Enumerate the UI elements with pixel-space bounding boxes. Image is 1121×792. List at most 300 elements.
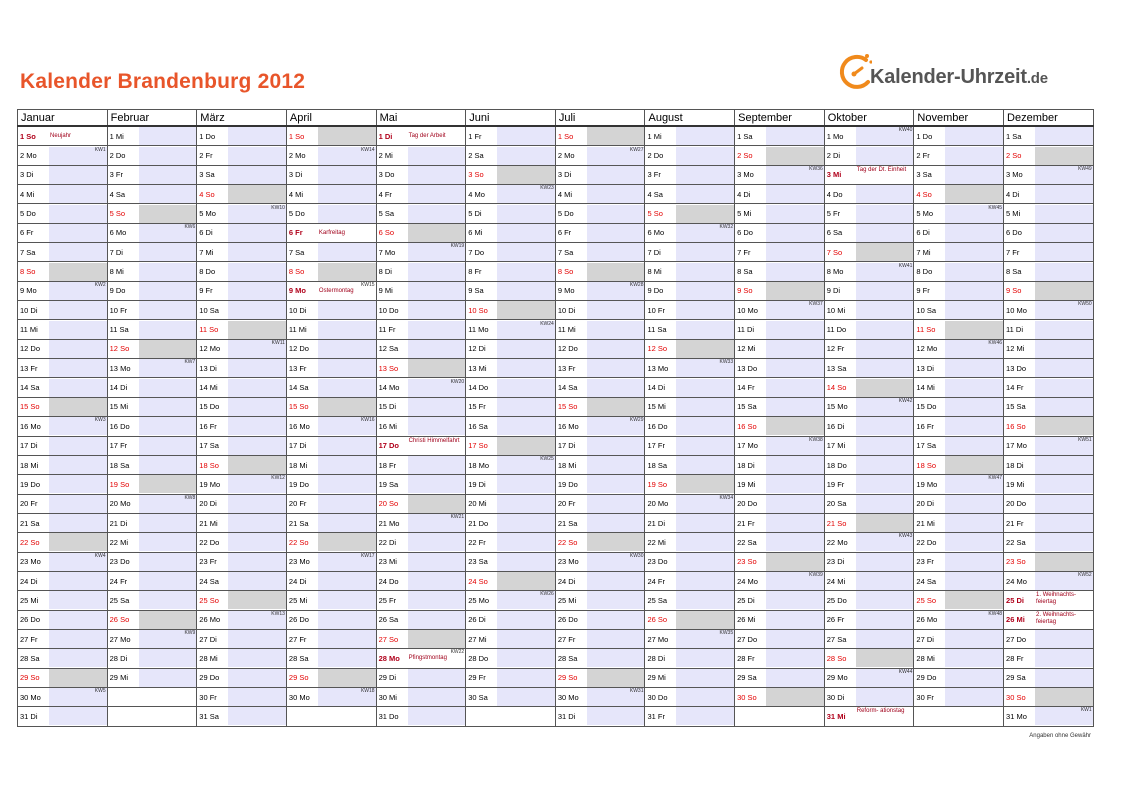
day-cell [376,533,466,552]
day-cell [645,339,735,358]
entry-area [1035,224,1093,242]
entry-area [945,437,1003,455]
entry-area [766,205,824,223]
day-cell [735,552,825,571]
day-label: 29 Do [916,673,937,683]
day-label: 26 Do [20,615,41,625]
day-label: 25 Mi [20,595,39,605]
entry-area [766,398,824,416]
day-label: 10 Fr [109,305,128,315]
entry-area [945,553,1003,571]
day-cell [466,359,556,378]
entry-area [766,495,824,513]
entry-area [587,398,645,416]
entry-area [408,456,466,474]
entry-area [408,359,466,377]
day-cell [18,339,108,358]
entry-area [318,398,376,416]
week-number: KW5 [94,688,106,695]
week-number: KW43 [898,533,913,540]
day-cell [555,262,645,281]
day-cell [555,571,645,590]
day-cell [555,126,645,146]
day-label: 13 Mo [109,363,131,373]
day-row [18,610,1094,629]
entry-area [676,224,734,242]
entry-area [856,340,914,358]
day-label: 20 Di [916,499,934,509]
entry-area [1035,533,1093,551]
day-row [18,281,1094,300]
entry-area [497,591,555,609]
week-number: KW44 [898,668,913,675]
day-cell [824,668,914,687]
day-label: 29 So [557,673,578,683]
day-cell [824,397,914,416]
day-row [18,513,1094,532]
day-label: 14 Mi [916,383,935,393]
day-cell [735,687,825,706]
day-cell [197,204,287,223]
day-cell [466,513,556,532]
day-cell [107,668,197,687]
day-cell [286,339,376,358]
day-label: 1 Sa [737,131,753,141]
day-cell [645,204,735,223]
entry-area [945,205,1003,223]
day-cell [1004,223,1094,242]
day-cell [197,243,287,262]
day-cell [466,185,556,204]
day-cell [18,475,108,494]
entry-area [766,669,824,687]
week-number: KW7 [184,359,196,366]
entry-area [676,649,734,667]
entry-area [408,475,466,493]
day-cell [735,262,825,281]
day-label: 4 Sa [647,189,663,199]
entry-area [497,553,555,571]
entry-area [139,282,197,300]
day-cell [1004,243,1094,262]
day-cell [466,320,556,339]
day-cell [18,455,108,474]
day-cell [914,339,1004,358]
week-number: KW15 [360,281,375,288]
day-label: 22 Fr [468,537,486,547]
day-cell [824,494,914,513]
day-label: 27 Fr [288,634,307,644]
day-cell [555,378,645,397]
week-number: KW50 [1078,301,1092,308]
day-label: 27 Mi [468,634,487,644]
site-logo[interactable] [836,50,1086,100]
day-cell [824,359,914,378]
day-cell [1004,359,1094,378]
week-number: KW23 [540,185,554,192]
entry-area [497,147,555,165]
entry-area [676,611,734,629]
day-label: 22 Di [378,537,397,547]
day-label: 29 Di [378,673,397,683]
month-header-row [18,110,1094,127]
day-cell [466,397,556,416]
entry-area [228,282,286,300]
day-cell [824,571,914,590]
entry-area [318,591,376,609]
entry-area [497,533,555,551]
entry-area [945,243,1003,261]
entry-area [1035,379,1093,397]
day-label: 26 Mo [916,615,938,625]
day-label: 9 Fr [199,286,213,296]
day-row [18,687,1094,706]
day-cell [18,707,108,726]
day-label: 23 Mo [20,557,41,567]
entry-area [228,127,286,145]
entry-area [1035,456,1093,474]
week-number: KW11 [271,339,285,346]
day-label: 26 Sa [378,615,399,625]
day-cell [197,455,287,474]
day-cell [376,359,466,378]
day-cell [286,223,376,242]
day-label: 14 Sa [20,383,40,393]
day-label: 11 Sa [109,325,129,335]
day-label: 31 Di [20,711,38,721]
day-label: 24 Fr [647,576,665,586]
day-cell [555,436,645,455]
day-cell [1004,610,1094,629]
day-cell [107,359,197,378]
day-cell [376,436,466,455]
week-number: KW40 [898,127,913,134]
day-label: 3 Mo [737,170,754,180]
day-cell [555,513,645,532]
week-number: KW32 [719,223,734,230]
day-cell [735,649,825,668]
day-cell [376,126,466,146]
entry-area [318,359,376,377]
day-cell [286,397,376,416]
day-label: 7 Sa [20,247,36,257]
day-label: 21 Sa [20,518,40,528]
day-label: 22 So [288,537,309,547]
day-label: 17 Sa [916,441,937,451]
day-label: 8 Di [378,267,392,277]
week-number: KW41 [898,262,913,269]
entry-area [945,398,1003,416]
entry-area [1035,514,1093,532]
day-label: 15 Mi [109,402,128,412]
entry-area [766,321,824,339]
day-label: 14 Fr [1006,383,1024,393]
entry-area [228,301,286,319]
entry-area [676,301,734,319]
day-label: 4 Di [1006,189,1020,199]
day-label: 13 Fr [288,363,307,373]
entry-area [139,379,197,397]
entry-area [766,185,824,203]
day-label: 11 Do [826,325,847,335]
entry-area [49,514,107,532]
day-label: 3 Fr [647,170,661,180]
entry-area [228,263,286,281]
day-row [18,591,1094,610]
day-label: 9 Do [109,286,126,296]
day-label: 14 Do [468,383,489,393]
day-label: 19 Di [468,479,486,489]
entry-area [49,301,107,319]
entry-area [945,340,1003,358]
clock-logo-icon [836,50,872,94]
entry-area [676,669,734,687]
day-cell [466,455,556,474]
day-cell [286,591,376,610]
entry-area [497,166,555,184]
entry-area [408,205,466,223]
entry-area [139,398,197,416]
day-row [18,455,1094,474]
day-cell [555,417,645,436]
entry-area [856,533,914,551]
day-label: 24 Mo [737,576,758,586]
day-label: 27 Fr [20,634,38,644]
entry-area [49,591,107,609]
day-cell [1004,146,1094,165]
day-cell [376,378,466,397]
day-cell [555,243,645,262]
day-label: 30 Mi [378,692,397,702]
day-cell [286,707,376,726]
day-cell [914,610,1004,629]
day-label: 3 Do [378,170,395,180]
day-cell [914,668,1004,687]
day-label: 2 Di [826,151,841,161]
day-label: 27 Mo [109,634,131,644]
day-cell [18,610,108,629]
entry-area [587,340,645,358]
day-label: 18 Fr [378,460,397,470]
day-label: 16 Mi [378,421,397,431]
day-label: 4 Fr [378,189,392,199]
day-cell [376,339,466,358]
day-label: 25 Do [826,595,847,605]
week-number: KW20 [450,378,465,385]
day-cell [466,668,556,687]
day-cell [555,301,645,320]
day-label: 1 Do [199,131,216,141]
entry-area [945,495,1003,513]
day-cell [376,591,466,610]
day-cell [197,165,287,184]
day-label: 9 So [1006,286,1022,296]
entry-area [139,359,197,377]
month-header: September [735,110,825,127]
day-label: 1 So [288,131,305,141]
day-label: 13 Do [737,363,758,373]
entry-area [945,688,1003,706]
day-label: 3 So [468,170,484,180]
day-cell [376,649,466,668]
entry-area [318,243,376,261]
entry-area [856,127,914,145]
day-cell [645,243,735,262]
day-cell [1004,397,1094,416]
day-label: 4 Mo [468,189,485,199]
day-cell [735,301,825,320]
day-cell [645,397,735,416]
day-cell [107,126,197,146]
entry-area [139,205,197,223]
day-label: 13 So [378,363,399,373]
day-cell [914,165,1004,184]
day-label: 7 Fr [1006,247,1020,257]
entry-area [497,301,555,319]
day-cell [1004,436,1094,455]
day-cell [376,629,466,648]
entry-area [766,243,824,261]
entry-area [856,495,914,513]
day-cell [107,223,197,242]
day-cell [914,185,1004,204]
day-label: 15 Di [378,402,397,412]
day-cell [466,494,556,513]
entry-area [856,475,914,493]
entry-area [945,263,1003,281]
day-label: 17 So [468,441,488,451]
day-cell [824,281,914,300]
day-cell [286,629,376,648]
entry-area [228,475,286,493]
day-cell [824,204,914,223]
day-cell [466,281,556,300]
day-label: 30 Mo [288,692,310,702]
day-label: 21 Di [109,518,128,528]
day-cell [466,436,556,455]
day-cell [645,436,735,455]
entry-area [766,147,824,165]
day-label: 12 Do [20,344,41,354]
entry-area [139,166,197,184]
day-label: 16 Do [109,421,130,431]
day-label: 20 Mo [647,499,669,509]
day-cell [914,301,1004,320]
entry-area [139,456,197,474]
day-cell [645,475,735,494]
day-cell [645,185,735,204]
day-row [18,185,1094,204]
day-cell [645,417,735,436]
entry-area [497,572,555,590]
entry-area [1035,553,1093,571]
day-label: 8 So [20,267,36,277]
day-label: 7 So [826,247,843,257]
entry-area [497,282,555,300]
day-label: 23 Sa [468,557,488,567]
entry-area [49,205,107,223]
month-header: August [645,110,735,127]
day-cell [645,571,735,590]
day-cell [645,668,735,687]
day-cell [197,359,287,378]
entry-area [676,205,734,223]
day-label: 11 Di [737,325,755,335]
day-label: 12 Fr [826,344,845,354]
day-label: 2 Fr [916,151,930,161]
day-cell [914,591,1004,610]
logo-tld: .de [1026,70,1048,87]
day-cell [824,146,914,165]
day-label: 28 Mi [916,653,935,663]
entry-area [766,688,824,706]
entry-area [945,591,1003,609]
entry-area [945,379,1003,397]
day-label: 12 So [647,344,668,354]
week-number: KW39 [809,572,823,579]
day-cell [824,243,914,262]
day-label: 20 Fr [288,499,307,509]
day-cell [197,591,287,610]
day-label: 23 So [737,557,757,567]
day-label: 15 Mi [647,402,666,412]
week-number: KW48 [988,610,1003,617]
month-header: Oktober [824,110,914,127]
day-label: 12 Sa [378,344,399,354]
day-cell [914,417,1004,436]
entry-area [1035,340,1093,358]
day-cell [645,281,735,300]
day-label: 5 Mo [916,209,934,219]
day-label: 8 So [288,267,305,277]
entry-area [139,572,197,590]
day-label: 25 Di [737,595,755,605]
entry-area [856,553,914,571]
day-row [18,629,1094,648]
day-label: 28 Sa [20,653,40,663]
day-row [18,378,1094,397]
day-row [18,126,1094,146]
day-label: 9 Sa [468,286,484,296]
day-label: 2 So [737,151,753,161]
day-cell [824,707,914,726]
entry-area [676,243,734,261]
entry-area [587,263,645,281]
day-cell [1004,707,1094,726]
week-number: KW13 [271,610,285,617]
entry-area [497,321,555,339]
day-cell [107,494,197,513]
day-cell [18,533,108,552]
week-number: KW47 [988,475,1003,482]
entry-area [49,707,107,725]
entry-area [318,533,376,551]
entry-area [139,243,197,261]
entry-area [856,630,914,648]
day-cell [645,301,735,320]
day-label: 15 Fr [468,402,486,412]
entry-area [856,224,914,242]
day-cell [466,417,556,436]
day-label: 8 Mi [109,267,124,277]
day-cell [466,649,556,668]
entry-area [318,147,376,165]
day-label: 25 Fr [378,595,397,605]
day-cell [286,475,376,494]
entry-area [497,243,555,261]
day-label: 4 Mi [557,189,573,199]
day-label: 7 Mo [378,247,396,257]
